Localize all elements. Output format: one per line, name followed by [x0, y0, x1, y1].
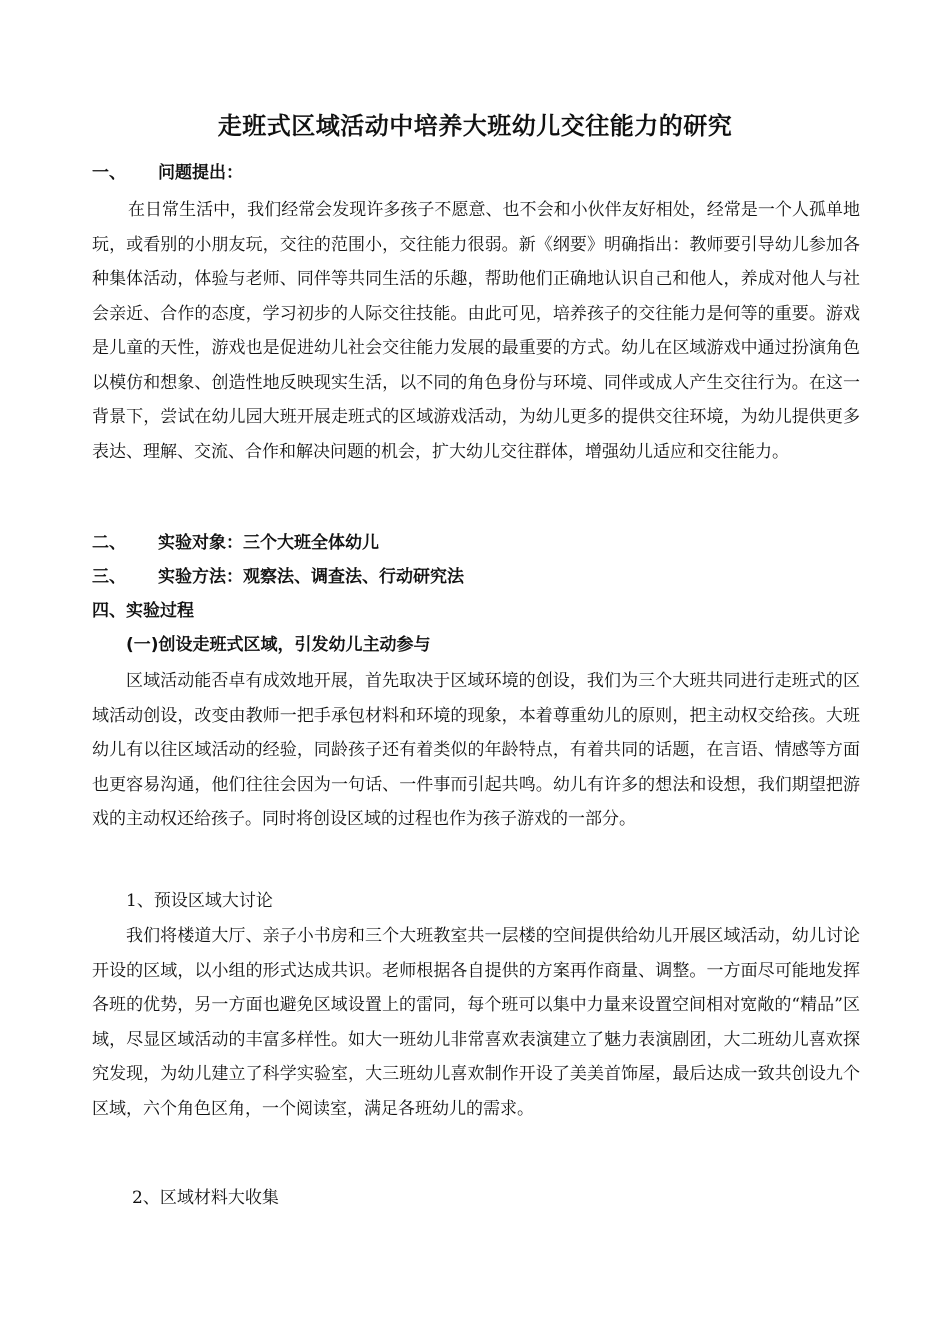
section-number: 二、 — [92, 533, 126, 553]
section-heading-process — [92, 598, 194, 624]
paragraph-area-planning: 我们将楼道大厅、亲子小书房和三个大班教室共一层楼的空间提供给幼儿开展区域活动，幼儿讨论开设的区域，以小组的形式达成共识。老师根据各自提供的方案再作商量、调整。一方面尽可能地发挥各班的优势，另一方面也避免区域设置上的雷同，每个班可以集中力量来设置空间相对宽敞的“精品”区域，尽显区域活动的丰富多样性。如大一班幼儿非常喜欢表演建立了魅力表演剧团，大二班幼儿喜欢探究发现，为幼儿建立了科学实验室，大三班幼儿喜欢制作开设了美美首饰屋，最后达成一致共创设九个区域，六个角色区角，一个阅读室，满足各班幼儿的需求。 — [92, 926, 860, 1119]
section-label: 实验方法：观察法、调查法、行动研究法 — [158, 567, 464, 587]
section-number: 一、 — [92, 163, 126, 183]
section-heading-problem — [92, 160, 243, 186]
list-item-material-collection: 2、区域材料大收集 — [132, 1188, 279, 1208]
section-label: 实验对象：三个大班全体幼儿 — [158, 533, 379, 553]
list-item-discussion: 1、预设区域大讨论 — [126, 891, 273, 911]
paragraph-area-creation: 区域活动能否卓有成效地开展，首先取决于区域环境的创设，我们为三个大班共同进行走班式的区域活动创设，改变由教师一把手承包材料和环境的现象，本着尊重幼儿的原则，把主动权交给孩。大班幼儿有以往区域活动的经验，同龄孩子还有着类似的年龄特点，有着共同的话题，在言语、情感等方面也更容易沟通，他们往往会因为一句话、一件事而引起共鸣。幼儿有许多的想法和设想，我们期望把游戏的主动权还给孩子。同时将创设区域的过程也作为孩子游戏的一部分。 — [92, 671, 860, 829]
section-number: 三、 — [92, 567, 126, 587]
section-heading-subjects — [92, 530, 379, 556]
document-title: 走班式区域活动中培养大班幼儿交往能力的研究 — [217, 112, 733, 140]
subsection-heading-create-areas: (一)创设走班式区域，引发幼儿主动参与 — [126, 635, 431, 655]
section-label: 四、实验过程 — [92, 601, 194, 621]
section-heading-methods — [92, 564, 464, 590]
paragraph-background: 在日常生活中，我们经常会发现许多孩子不愿意、也不会和小伙伴友好相处，经常是一个人孤单地玩，或看别的小朋友玩，交往的范围小，交往能力很弱。新《纲要》明确指出：教师要引导幼儿参加各种集体活动，体验与老师、同伴等共同生活的乐趣，帮助他们正确地认识自己和他人，养成对他人与社会亲近、合作的态度，学习初步的人际交往技能。由此可见，培养孩子的交往能力是何等的重要。游戏是儿童的天性，游戏也是促进幼儿社会交往能力发展的最重要的方式。幼儿在区域游戏中通过扮演角色以模仿和想象、创造性地反映现实生活，以不同的角色身份与环境、同伴或成人产生交往行为。在这一背景下，尝试在幼儿园大班开展走班式的区域游戏活动，为幼儿更多的提供交往环境，为幼儿提供更多表达、理解、交流、合作和解决问题的机会，扩大幼儿交往群体，增强幼儿适应和交往能力。 — [92, 200, 860, 462]
section-label: 问题提出： — [158, 163, 243, 183]
